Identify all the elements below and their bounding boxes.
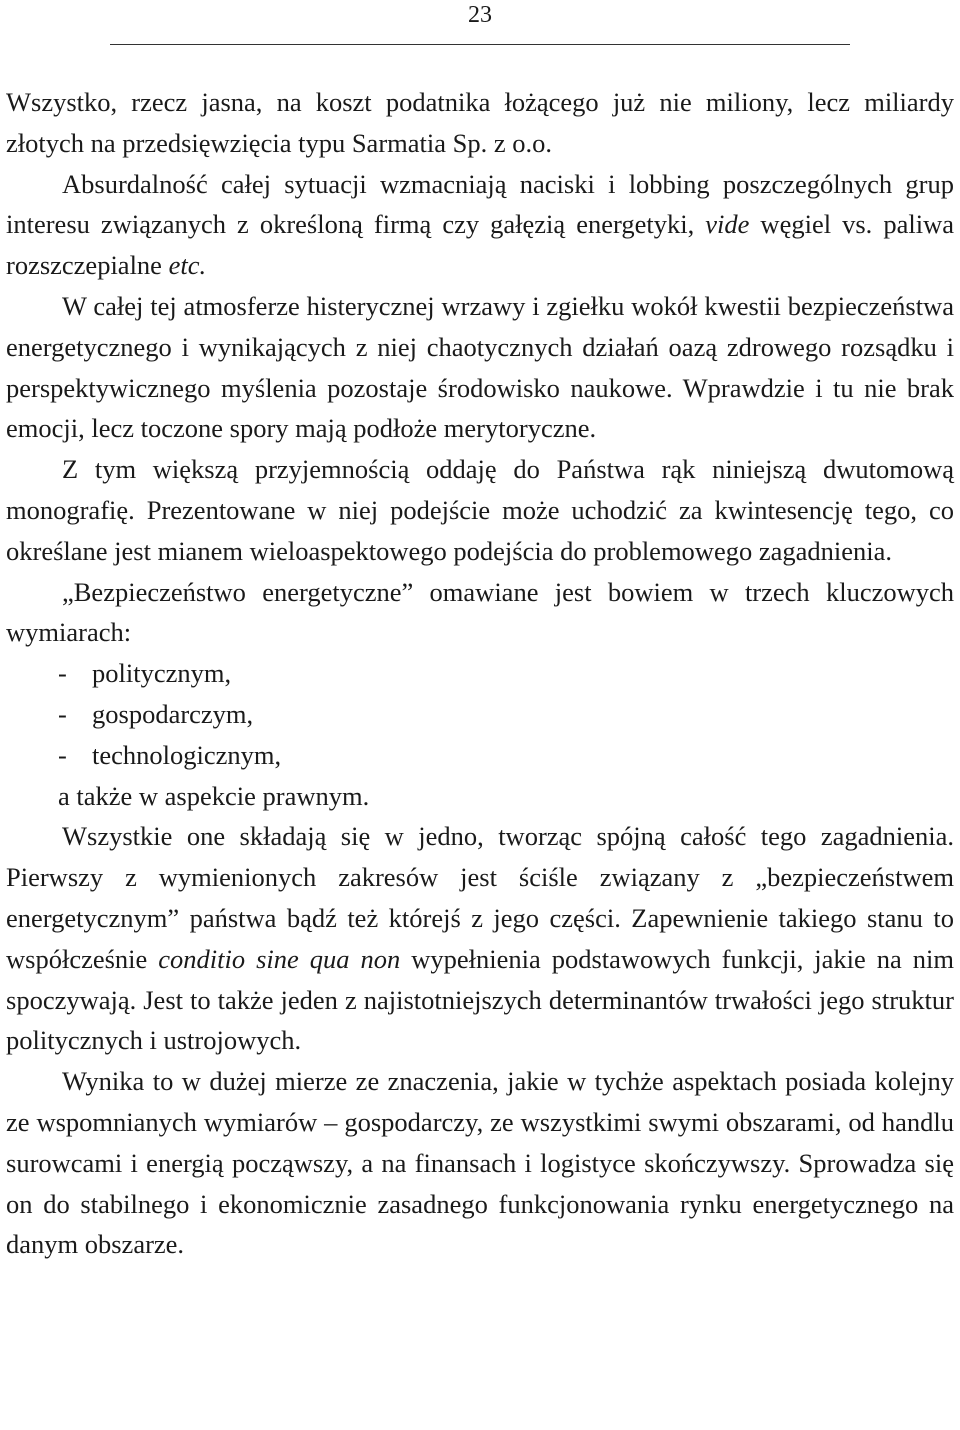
paragraph-calosc-italic-conditio: conditio sine qua non (158, 943, 401, 974)
page-body (6, 82, 954, 1265)
list-item-text: politycznym, (92, 658, 232, 689)
paragraph-aspekt-prawny: a także w aspekcie prawnym. (58, 780, 370, 811)
header-rule (110, 44, 850, 45)
list-dash: - (58, 658, 67, 689)
list-item (58, 694, 954, 735)
paragraph-lobbing-text-a: Absurdalność całej sytuacji wzmacniają naciski i lobbing poszczególnych grup interesu związanych z określoną firmą czy gałęzią energetyki, (6, 168, 954, 240)
list-item-text: technologicznym, (92, 739, 282, 770)
paragraph-monografia: Z tym większą przyjemnością oddaję do Państwa rąk niniejszą dwutomową monografię. Prezentowane w niej podejście może uchodzić za kwintesencję tego, co określane jest mianem wieloaspektowego podejścia do problemowego zagadnienia. (6, 454, 954, 566)
paragraph-lobbing-text-b: węgiel vs. paliwa rozszczepialne (6, 209, 954, 281)
paragraph-lobbing (6, 164, 954, 286)
list-item-text: gospodarczym, (92, 698, 254, 729)
paragraph-calosc (6, 816, 954, 1061)
list-item (58, 653, 954, 694)
paragraph-lobbing-italic-etc: etc. (168, 250, 207, 281)
list-dash: - (58, 698, 67, 729)
paragraph-wymiary: „Bezpieczeństwo energetyczne” omawiane jest bowiem w trzech kluczowych wymiarach: (6, 576, 954, 648)
page-number: 23 (468, 2, 492, 28)
paragraph-calosc-text-a: Wszystkie one składają się w jedno, tworząc spójną całość tego zagadnienia. Pierwszy z wymienionych zakresów jest ściśle związany z „bezpieczeństwem energetycznym” państwa bądź też którejś z jego części. Zapewnienie takiego stanu to współcześnie (6, 821, 954, 974)
list-item (58, 735, 954, 776)
list-dash: - (58, 739, 67, 770)
paragraph-lobbing-italic-vide: vide (705, 209, 750, 240)
dimensions-list (6, 653, 954, 775)
paragraph-sarmatia: Wszystko, rzecz jasna, na koszt podatnika łożącego już nie miliony, lecz miliardy złotych na przedsięwzięcia typu Sarmatia Sp. z o.o. (6, 87, 954, 158)
paragraph-calosc-text-b: wypełnienia podstawowych funkcji, jakie na nim spoczywają. Jest to także jeden z najistotniejszych determinantów trwałości jego struktur politycznych i ustrojowych. (6, 943, 954, 1056)
paragraph-gospodarczy: Wynika to w dużej mierze ze znaczenia, jakie w tychże aspektach posiada kolejny ze wspomnianych wymiarów – gospodarczy, ze wszystkimi swymi obszarami, od handlu surowcami i energią począwszy, a na finansach i logistyce skończywszy. Sprowadza się on do stabilnego i ekonomicznie zasadnego funkcjonowania rynku energetycznego na danym obszarze. (6, 1066, 954, 1260)
paragraph-atmosfera: W całej tej atmosferze histerycznej wrzawy i zgiełku wokół kwestii bezpieczeństwa energetycznego i wynikających z niej chaotycznych działań oazą zdrowego rozsądku i perspektywicznego myślenia pozostaje środowisko naukowe. Wprawdzie i tu nie brak emocji, lecz toczone spory mają podłoże merytoryczne. (6, 290, 954, 444)
